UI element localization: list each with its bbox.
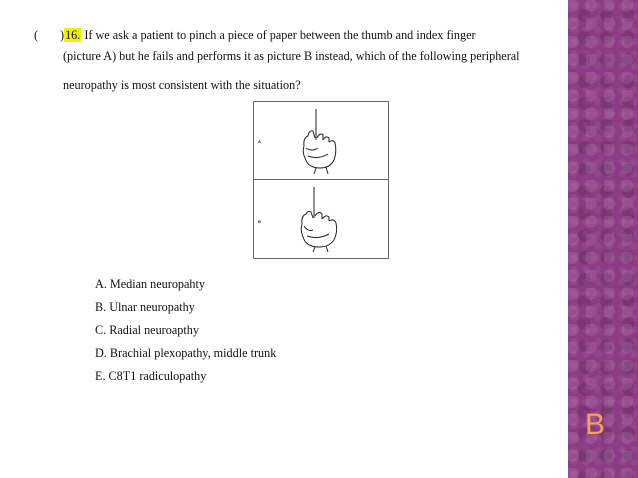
question-number: 16. [65, 28, 81, 42]
figure-panel-a [254, 102, 388, 179]
option-d: D. Brachial plexopathy, middle trunk [95, 346, 277, 360]
answer-letter: B [584, 408, 605, 441]
option-a: A. Median neuropahty [95, 277, 205, 291]
hand-pinch-froment-drawing [294, 186, 350, 252]
question-text-line-1: If we ask a patient to pinch a piece of paper between the thumb and index finger [81, 28, 476, 42]
answer-blank-open-paren: ( [34, 28, 39, 42]
figure-panel-b [254, 180, 388, 257]
panel-b-label: B [258, 219, 261, 224]
question-text-line-2: (picture A) but he fails and performs it as picture B instead, which of the following peripheral [63, 49, 520, 63]
option-c: C. Radial neuroapthy [95, 323, 199, 337]
panel-a-label: A [258, 139, 261, 144]
option-b: B. Ulnar neuropathy [95, 300, 195, 314]
answer-options [95, 277, 276, 392]
hand-figure [253, 101, 389, 259]
hand-pinch-normal-drawing [294, 108, 350, 174]
answer-blank-close-paren: ) [60, 28, 65, 42]
option-e: E. C8T1 radiculopathy [95, 369, 207, 383]
question-text-line-3: neuropathy is most consistent with the situation? [63, 78, 301, 92]
